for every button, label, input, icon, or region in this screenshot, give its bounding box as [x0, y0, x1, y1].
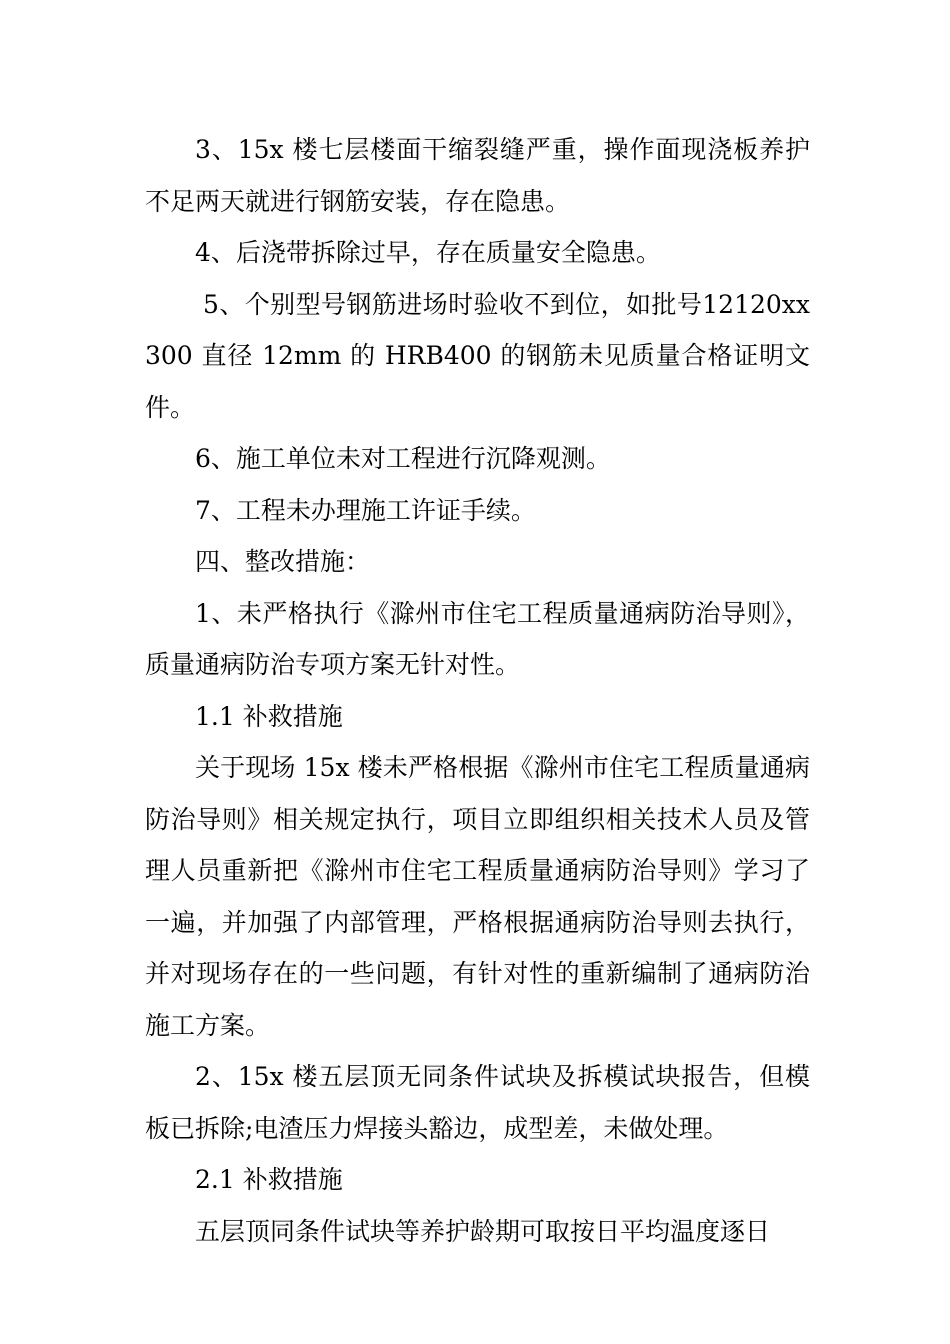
paragraph-measure-2: 2、15x 楼五层顶无同条件试块及拆模试块报告，但模板已拆除;电渣压力焊接头豁边，成型差，未做处理。	[145, 1062, 810, 1143]
subheading-1-1: 1.1 补救措施	[195, 701, 343, 731]
document-body	[145, 124, 810, 1257]
subheading-2-1: 2.1 补救措施	[195, 1165, 343, 1194]
paragraph-measure-1: 1、未严格执行《滁州市住宅工程质量通病防治导则》，质量通病防治专项方案无针对性。	[145, 598, 810, 679]
section-heading-rectification: 四、整改措施：	[195, 547, 371, 576]
paragraph-item-5: 5、个别型号钢筋进场时验收不到位，如批号12120xx300 直径 12mm 的 HRB400 的钢筋未见质量合格证明文件。	[145, 289, 810, 422]
paragraph-remedy-2-1: 五层顶同条件试块等养护龄期可取按日平均温度逐日	[195, 1216, 771, 1246]
paragraph-item-6: 6、施工单位未对工程进行沉降观测。	[195, 444, 611, 473]
paragraph-item-7: 7、工程未办理施工许证手续。	[195, 495, 536, 525]
paragraph-item-4: 4、后浇带拆除过早，存在质量安全隐患。	[195, 238, 661, 267]
paragraph-item-3: 3、15x 楼七层楼面干缩裂缝严重，操作面现浇板养护不足两天就进行钢筋安装，存在隐患。	[145, 135, 810, 216]
paragraph-remedy-1-1: 关于现场 15x 楼未严格根据《滁州市住宅工程质量通病防治导则》相关规定执行，项目立即组织相关技术人员及管理人员重新把《滁州市住宅工程质量通病防治导则》学习了一遍，并加强了内部管理，严格根据通病防治导则去执行，并对现场存在的一些问题，有针对性的重新编制了通病防治施工方案。	[145, 753, 810, 1040]
